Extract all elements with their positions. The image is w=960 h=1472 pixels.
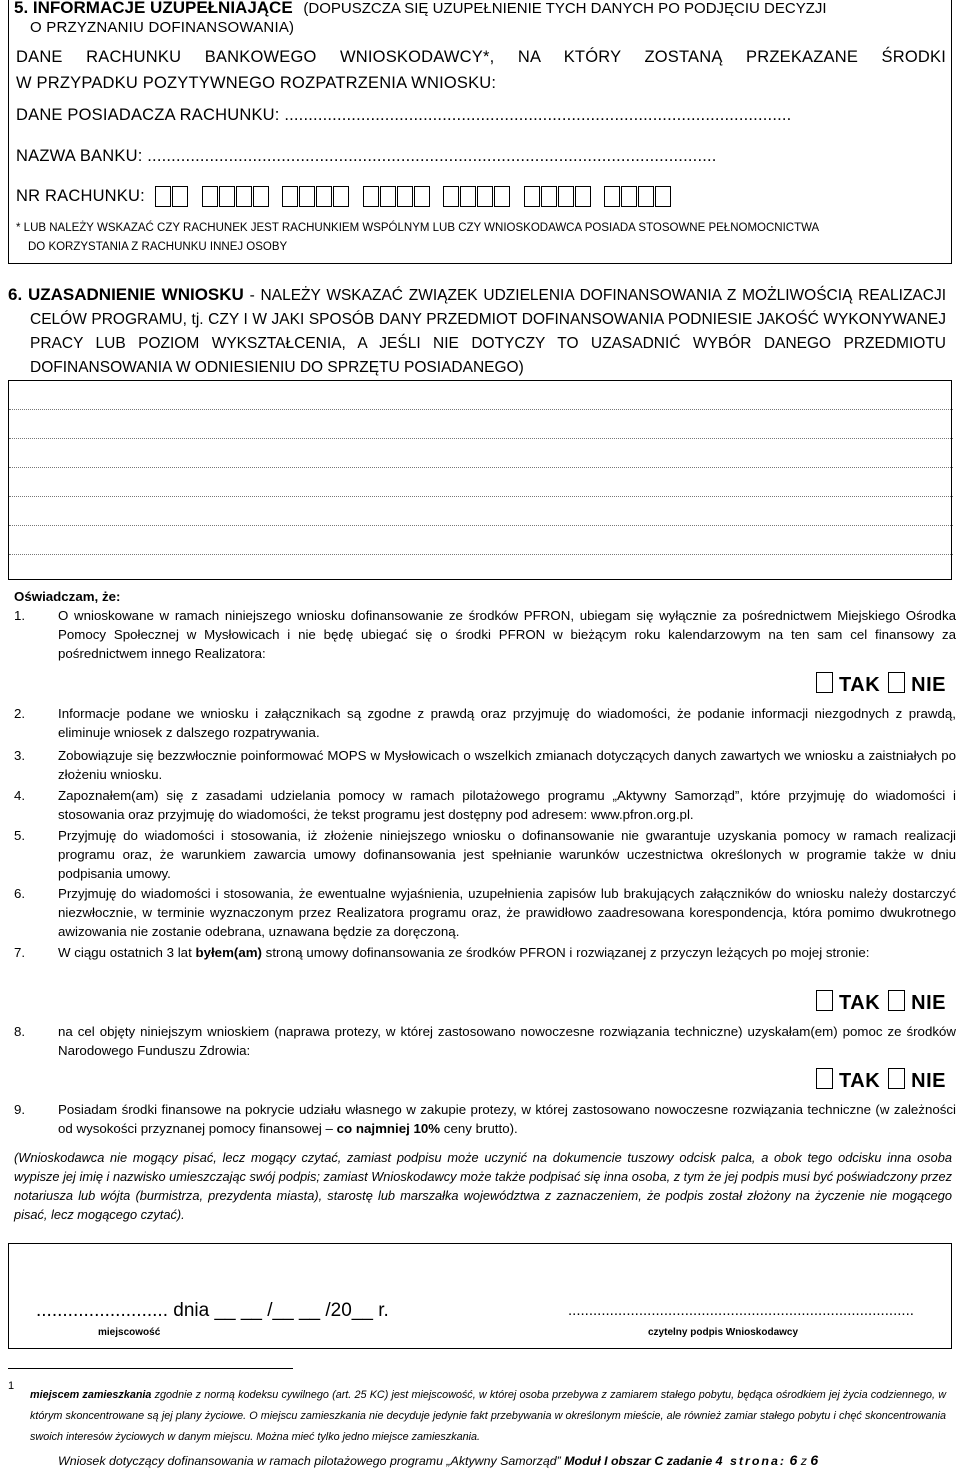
item-number: 1. (14, 608, 26, 623)
yes-checkbox[interactable] (816, 672, 833, 693)
section-number: 6. (8, 285, 23, 304)
item-text (58, 943, 956, 962)
section-title: INFORMACJE UZUPEŁNIAJĄCE (32, 0, 293, 17)
item-text: Zobowiązuje się bezzwłocznie poinformować MOPS w Mysłowicach o wszelkich zmianach dotyczących danych zawartych we wniosku a zaistniałych po złożeniu wniosku. (58, 748, 956, 782)
item-text: na cel objęty niniejszym wnioskiem (naprawa protezy, w której zastosowano nowoczesne rozwiązania techniczne) uzyskałam(em) pomoc ze środków Narodowego Funduszu Zdrowia: (58, 1024, 956, 1058)
account-digit-group[interactable] (282, 186, 350, 207)
dotted-line (9, 554, 953, 555)
dotted-line (9, 525, 953, 526)
footer-page-number: 6 (789, 1452, 798, 1468)
no-label: NIE (911, 1070, 946, 1092)
item-text: Zapoznałem(am) się z zasadami udzielania pomocy w ramach pilotażowego programu „Aktywny Samorząd”, które przyjmuję do wiadomości i stosowania oraz przyjmuję do wiadomości, że tekst programu jest dostępny pod adresem: www.pfron.org.pl. (58, 788, 956, 822)
dotted-line (9, 409, 953, 410)
yes-label: TAK (839, 1070, 881, 1092)
footer-page-word: strona: (730, 1454, 786, 1468)
item-text: O wnioskowane w ramach niniejszego wniosku dofinansowanie ze środków PFRON, ubiegam się wyłącznie za pośrednictwem Miejskiego Ośrodka Pomocy Społecznej w Mysłowicach i nie będę ubiegać się o środki PFRON w bieżącym roku kalendarzowym na ten sam cel finansowy za pośrednictwem innego Realizatora: (58, 608, 956, 661)
yes-label: TAK (839, 992, 881, 1014)
section-6-heading (8, 283, 946, 380)
footer-of: z (800, 1454, 807, 1468)
dotted-line (9, 496, 953, 497)
footer-page-total: 6 (810, 1452, 819, 1468)
footnote-mark: 1 (8, 1380, 15, 1392)
section-5-heading (14, 0, 827, 18)
account-number-label: NR RACHUNKU: (16, 187, 145, 205)
item-text-part: W ciągu ostatnich 3 lat (58, 945, 196, 960)
bank-heading-1: DANE RACHUNKU BANKOWEGO WNIOSKODAWCY*, NA KTÓRY ZOSTANĄ PRZEKAZANE ŚRODKI (16, 48, 946, 66)
item-text-part: Posiadam środki finansowe na pokrycie udziału własnego w zakupie protezy, w której zastosowano nowoczesne rozwiązania techniczne (w zależności od wysokości przyznanej pomocy finansowej – (58, 1102, 956, 1136)
footnote-separator (8, 1368, 293, 1369)
footer-module: Moduł I obszar C zadanie 4 (564, 1454, 723, 1468)
footnote-body: zgodnie z normą kodeksu cywilnego (art. 25 KC) jest miejscowość, w której osoba przebywa z zamiarem stałego pobytu, będąca ośrodkiem jej życia codziennego, w którym skoncentrowane są jej plany życiowe. O miejscu zamieszkania nie decyduje jedynie fakt przebywania w określonym mieście, ale również zamiar stałego pobytu i chęć skoncentrowania swoich interesów życiowych w danym miejscu. Można mieć tylko jedno miejsce zamieszkania. (30, 1389, 946, 1443)
item-text-bold: byłem(am) (195, 945, 262, 960)
item-number: 4. (14, 788, 26, 803)
yes-no-choice (808, 1068, 946, 1091)
signature-note: (Wnioskodawca nie mogący pisać, lecz mogący czytać, zamiast podpisu może uczynić na dokumencie tuszowy odcisk palca, a obok tego odcisku inna osoba wypisze jej imię i nazwisko umieszczając swój podpis; zamiast Wnioskodawcy może także podpisać się inna osoba, z tym że jej podpis musi być poświadczony przez notariusza lub wójta (burmistrza, prezydenta miasta), starostę lub marszałka województwa z zaznaczeniem, że podpis został złożony na życzenie nie mogącego pisać, lecz mogącego czytać). (14, 1150, 952, 1222)
account-number-row (16, 186, 680, 207)
account-digit-group[interactable] (443, 186, 511, 207)
item-number: 5. (14, 828, 26, 843)
yes-checkbox[interactable] (816, 990, 833, 1011)
item-number: 3. (14, 748, 26, 763)
account-digit-group[interactable] (604, 186, 672, 207)
declaration-heading: Oświadczam, że: (14, 589, 121, 604)
dotted-line (9, 467, 953, 468)
section-note: (DOPUSZCZA SIĘ UZUPEŁNIENIE TYCH DANYCH PO PODJĘCIU DECYZJI (303, 0, 827, 17)
footer-text: Wniosek dotyczący dofinansowania w ramach pilotażowego programu „Aktywny Samorząd” (58, 1454, 561, 1468)
signature-label: czytelny podpis Wnioskodawcy (648, 1327, 799, 1338)
item-number: 9. (14, 1102, 26, 1117)
item-number: 7. (14, 945, 26, 960)
item-text-part: stroną umowy dofinansowania ze środków PFRON i rozwiązanej z przyczyn leżących po mojej stronie: (261, 945, 870, 960)
yes-checkbox[interactable] (816, 1068, 833, 1089)
no-label: NIE (911, 674, 946, 696)
place-label: miejscowość (98, 1327, 161, 1338)
account-footnote-1: * LUB NALEŻY WSKAZAĆ CZY RACHUNEK JEST RACHUNKIEM WSPÓLNYM LUB CZY WNIOSKODAWCA POSIADA STOSOWNE PEŁNOMOCNICTWA (16, 222, 820, 234)
section-number: 5. (14, 0, 29, 17)
item-text (58, 1100, 956, 1138)
bank-name-field[interactable]: NAZWA BANKU: ....................................................................................................................... (16, 147, 717, 165)
account-footnote-2: DO KORZYSTANIA Z RACHUNKU INNEJ OSOBY (28, 241, 288, 253)
account-digit-group[interactable] (524, 186, 592, 207)
yes-label: TAK (839, 674, 881, 696)
no-label: NIE (911, 992, 946, 1014)
account-digit-group[interactable] (155, 186, 189, 207)
account-owner-field[interactable]: DANE POSIADACZA RACHUNKU: .......................................................................................................... (16, 106, 792, 124)
yes-no-choice (808, 990, 946, 1013)
section-title: UZASADNIENIE WNIOSKU (27, 285, 244, 304)
page-footer (58, 1452, 818, 1468)
signature-field[interactable]: ................................................................................... (568, 1302, 914, 1319)
place-date-field[interactable]: ......................... dnia __ __ /__ __ /20__ r. (36, 1300, 389, 1321)
footnote-text (30, 1385, 946, 1448)
account-digit-group[interactable] (202, 186, 270, 207)
yes-no-choice (808, 672, 946, 695)
no-checkbox[interactable] (888, 1068, 905, 1089)
item-text: Informacje podane we wniosku i załącznikach są zgodne z prawdą oraz przyjmuję do wiadomości, że podanie informacji niezgodnych z prawdą, eliminuje wniosek z dalszego rozpatrywania. (58, 706, 956, 740)
item-text-bold: co najmniej 10% (336, 1121, 441, 1136)
dotted-line (9, 438, 953, 439)
account-digit-group[interactable] (363, 186, 431, 207)
item-number: 6. (14, 886, 26, 901)
footnote-term: miejscem zamieszkania (30, 1389, 152, 1401)
justification-textarea[interactable] (8, 380, 952, 580)
section-6-instruction: - NALEŻY WSKAZAĆ ZWIĄZEK UDZIELENIA DOFINANSOWANIA Z MOŻLIWOŚCIĄ REALIZACJI CELÓW PROGRAMU, tj. CZY I W JAKI SPOSÓB DANY PRZEDMIOT DOFINANSOWANIA PODNIESIE JAKOŚĆ WYKONYWANEJ PRACY LUB POZIOM WYKSZTAŁCENIA, A JEŚLI NIE DOTYCZY TO UZASADNIĆ WYBÓR DANEGO PRZEDMIOTU DOFINANSOWANIA W ODNIESIENIU DO SPRZĘTU POSIADANEGO) (30, 287, 946, 376)
item-number: 8. (14, 1024, 26, 1039)
section-note-line2: O PRZYZNANIU DOFINANSOWANIA) (30, 19, 295, 36)
item-text-part: ceny brutto). (440, 1121, 518, 1136)
item-text: Przyjmuję do wiadomości i stosowania, że ewentualne wyjaśnienia, uzupełnienia zapisów lub brakujących załączników do wniosku należy dostarczyć niezwłocznie, w terminie wyznaczonym przez Realizatora programu oraz, że prawidłowo zaadresowana korespondencja, która pomimo dwukrotnego awizowania nie zostanie odebrana, uznawana będzie za doręczoną. (58, 886, 956, 939)
declaration-list (14, 606, 954, 1136)
no-checkbox[interactable] (888, 672, 905, 693)
bank-heading-2: W PRZYPADKU POZYTYWNEGO ROZPATRZENIA WNIOSKU: (16, 74, 497, 92)
item-number: 2. (14, 706, 26, 721)
no-checkbox[interactable] (888, 990, 905, 1011)
item-text: Przyjmuję do wiadomości i stosowania, iż złożenie niniejszego wniosku o dofinansowanie nie gwarantuje uzyskania pomocy w ramach realizacji programu oraz, że warunkiem zawarcia umowy dofinansowania jest spełnianie warunków uczestnictwa określonych w programie także w dniu podpisania umowy. (58, 828, 956, 881)
